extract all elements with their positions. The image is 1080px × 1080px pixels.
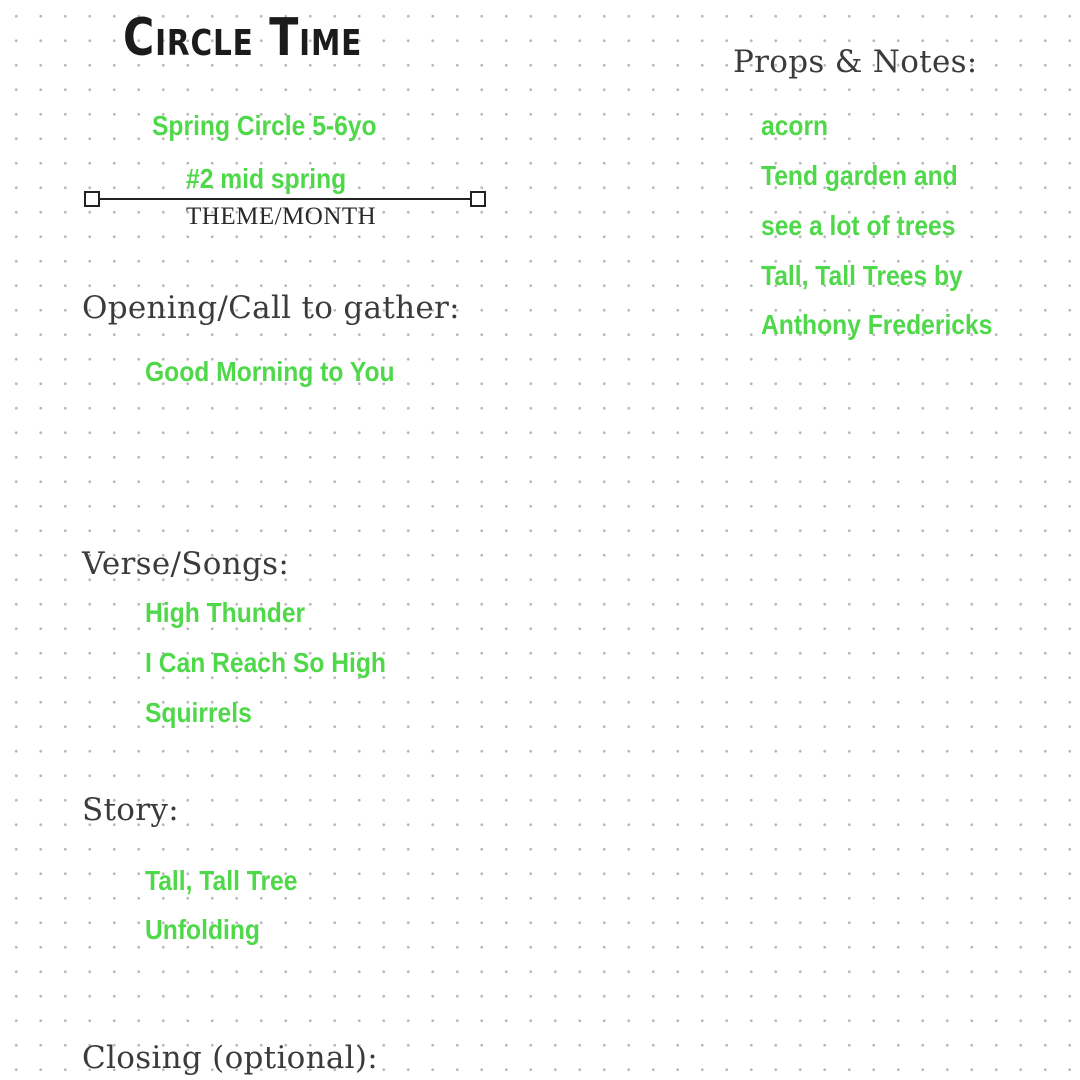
verse-songs-item: Squirrels [145,697,252,728]
verse-songs-item: High Thunder [145,597,306,628]
closing-heading: Closing (optional): [82,1040,379,1076]
props-notes-line: see a lot of trees [761,210,956,241]
props-notes-heading: Props & Notes: [733,44,978,80]
verse-songs-heading: Verse/Songs: [82,546,290,582]
theme-line-right-handle[interactable] [470,191,486,207]
story-item: Tall, Tall Tree [145,865,298,896]
props-notes-line: Tend garden and [761,160,958,191]
props-notes-line: acorn [761,110,829,141]
theme-month-label: THEME/MONTH [186,203,377,230]
story-item: Unfolding [145,914,260,945]
opening-heading: Opening/Call to gather: [82,290,460,326]
story-heading: Story: [82,792,179,828]
theme-line-left-handle[interactable] [84,191,100,207]
theme-line-1: Spring Circle 5-6yo [152,110,377,141]
props-notes-line: Anthony Fredericks [761,309,993,340]
page-title: Circle Time [123,8,363,68]
theme-underline [93,198,479,200]
props-notes-line: Tall, Tall Trees by [761,260,963,291]
verse-songs-item: I Can Reach So High [145,647,386,678]
theme-line-2: #2 mid spring [186,163,347,194]
opening-item: Good Morning to You [145,356,395,387]
